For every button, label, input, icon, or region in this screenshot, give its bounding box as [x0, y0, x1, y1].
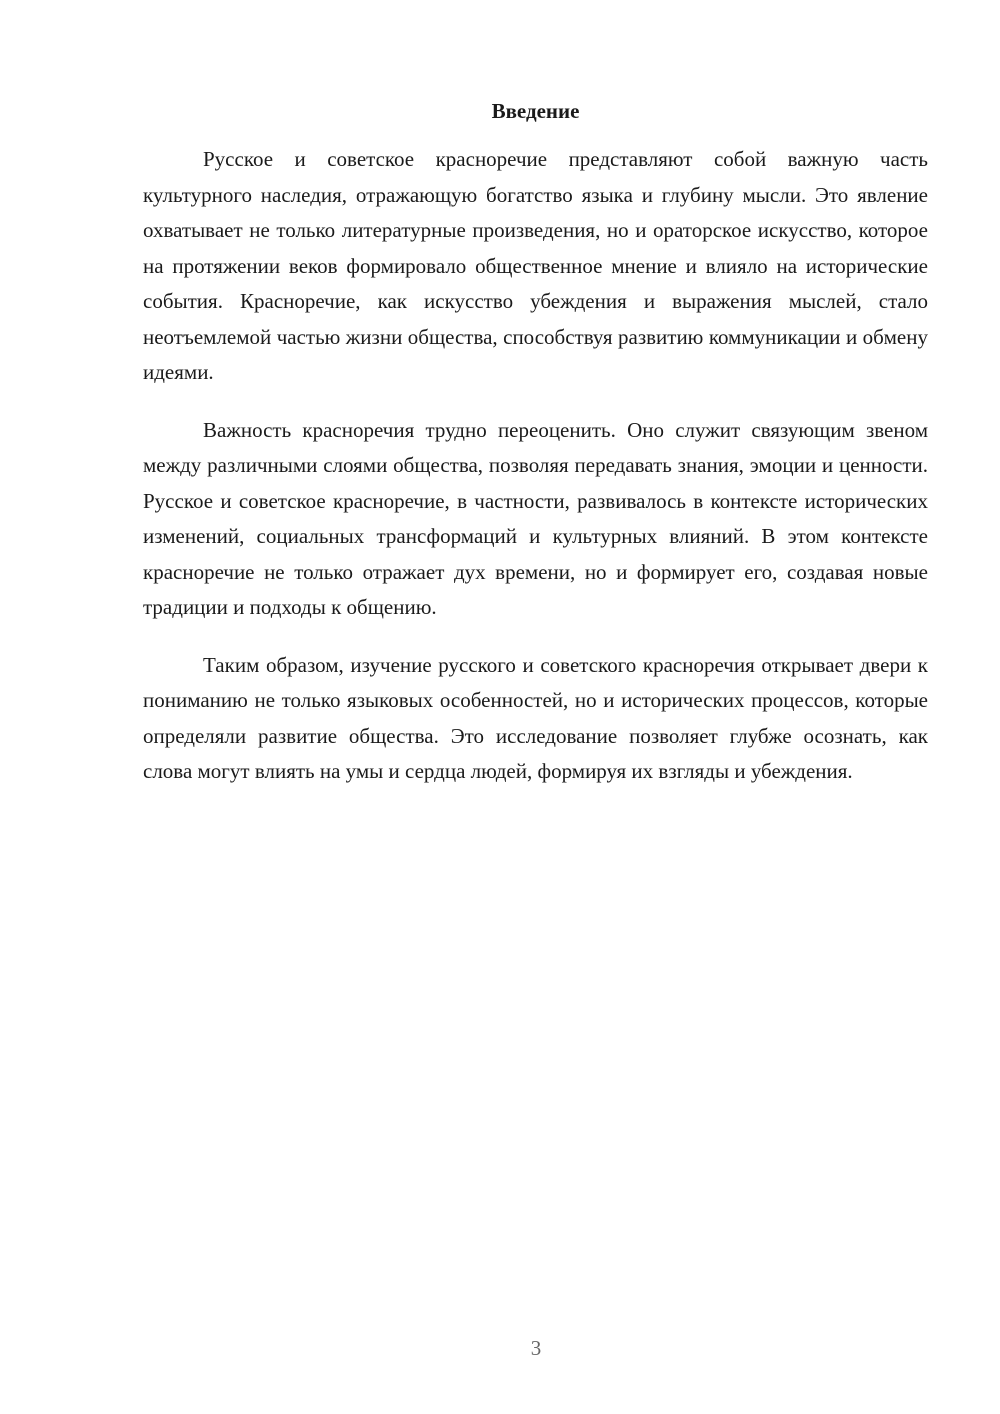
body-text [143, 142, 928, 812]
paragraph-3: Таким образом, изучение русского и советского красноречия открывает двери к пониманию не только языковых особенностей, но и исторических процессов, которые определяли развитие общества. Это исследование позволяет глубже осознать, как слова могут влиять на умы и сердца людей, формируя их взгляды и убеждения. [143, 652, 928, 783]
page-number: 3 [530, 1336, 542, 1360]
paragraph-1: Русское и советское красноречие представляют собой важную часть культурного наследия, отражающую богатство языка и глубину мысли. Это явление охватывает не только литературные произведения, но и ораторское искусство, которое на протяжении веков формировало общественное мнение и влияло на исторические события. Красноречие, как искусство убеждения и выражения мыслей, стало неотъемлемой частью жизни общества, способствуя развитию коммуникации и обмену идеями. [143, 147, 928, 384]
section-title: Введение [491, 99, 580, 123]
paragraph-2: Важность красноречия трудно переоценить. Оно служит связующим звеном между различными слоями общества, позволяя передавать знания, эмоции и ценности. Русское и советское красноречие, в частности, развивалось в контексте исторических изменений, социальных трансформаций и культурных влияний. В этом контексте красноречие не только отражает дух времени, но и формирует его, создавая новые традиции и подходы к общению. [143, 417, 928, 619]
